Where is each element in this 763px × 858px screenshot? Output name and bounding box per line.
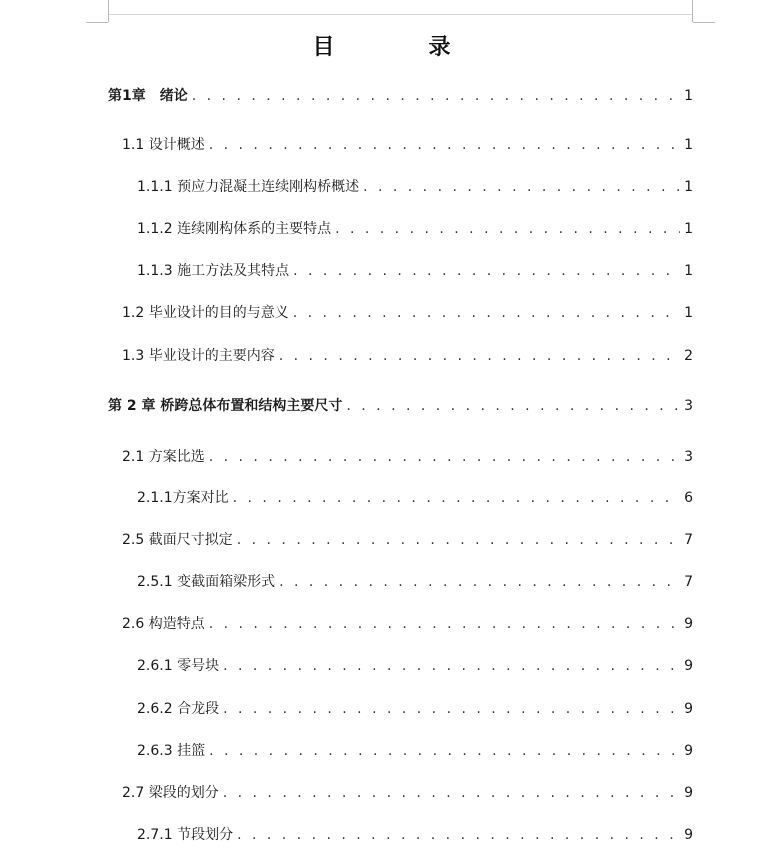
toc-entry-text: 2.5.1 变截面箱梁形式 bbox=[137, 574, 276, 590]
toc-leader-dots bbox=[209, 136, 680, 154]
toc-entry-text: 2.6 构造特点 bbox=[122, 616, 205, 632]
toc-entry-text: 1.3 毕业设计的主要内容 bbox=[122, 348, 275, 364]
toc-page-number: 9 bbox=[684, 701, 693, 717]
toc-leader-dots bbox=[223, 657, 680, 675]
toc-leader-dots bbox=[293, 304, 680, 322]
toc-leader-dots bbox=[223, 784, 680, 802]
crop-mark-left-vertical bbox=[108, 0, 109, 22]
toc-page-number: 7 bbox=[684, 574, 693, 590]
toc-leader-dots bbox=[237, 826, 680, 844]
toc-entry-1-1-3[interactable] bbox=[137, 262, 693, 280]
crop-mark-left-horizontal bbox=[86, 22, 108, 23]
toc-leader-dots bbox=[233, 489, 680, 507]
toc-page-number: 6 bbox=[684, 490, 693, 506]
toc-entry-text: 1.1 设计概述 bbox=[122, 137, 205, 153]
toc-entry-2-1-1[interactable] bbox=[137, 489, 693, 507]
toc-entry-text: 2.6.3 挂篮 bbox=[137, 743, 206, 759]
toc-leader-dots bbox=[346, 397, 680, 415]
toc-entry-text: 2.1 方案比选 bbox=[122, 449, 205, 465]
toc-entry-2-6-2[interactable] bbox=[137, 700, 693, 718]
toc-entry-text: 2.6.1 零号块 bbox=[137, 658, 220, 674]
toc-entry-2-1[interactable] bbox=[122, 448, 693, 466]
toc-entry-1-1[interactable] bbox=[122, 136, 693, 154]
toc-page-number: 9 bbox=[684, 827, 693, 843]
toc-entry-text: 第 2 章 桥跨总体布置和结构主要尺寸 bbox=[108, 398, 343, 414]
toc-page-number: 9 bbox=[684, 743, 693, 759]
toc-page-number: 1 bbox=[684, 305, 693, 321]
toc-entry-text: 1.1.2 连续刚构体系的主要特点 bbox=[137, 221, 332, 237]
toc-page-number: 3 bbox=[684, 398, 693, 414]
toc-entry-1-1-1[interactable] bbox=[137, 178, 693, 196]
crop-mark-right-vertical bbox=[692, 0, 693, 22]
toc-leader-dots bbox=[279, 347, 680, 365]
toc-entry-text: 2.6.2 合龙段 bbox=[137, 701, 220, 717]
toc-leader-dots bbox=[209, 615, 680, 633]
toc-entry-1-2[interactable] bbox=[122, 304, 693, 322]
toc-page-number: 2 bbox=[684, 348, 693, 364]
toc-leader-dots bbox=[209, 448, 680, 466]
toc-entry-2-7[interactable] bbox=[122, 784, 693, 802]
toc-leader-dots bbox=[279, 573, 680, 591]
toc-entry-text: 2.7 梁段的划分 bbox=[122, 785, 219, 801]
toc-entry-chapter-2[interactable] bbox=[108, 397, 693, 415]
toc-entry-2-6[interactable] bbox=[122, 615, 693, 633]
toc-leader-dots bbox=[209, 742, 680, 760]
toc-page-number: 7 bbox=[684, 532, 693, 548]
toc-entry-2-6-3[interactable] bbox=[137, 742, 693, 760]
toc-page-number: 1 bbox=[684, 88, 693, 104]
toc-entry-text: 1.2 毕业设计的目的与意义 bbox=[122, 305, 289, 321]
toc-entry-2-5[interactable] bbox=[122, 531, 693, 549]
toc-title: 目 录 bbox=[312, 34, 487, 60]
toc-page-number: 1 bbox=[684, 137, 693, 153]
crop-mark-right-horizontal bbox=[693, 22, 715, 23]
toc-entry-text: 2.1.1方案对比 bbox=[137, 490, 229, 506]
toc-entry-text: 2.5 截面尺寸拟定 bbox=[122, 532, 233, 548]
toc-entry-2-6-1[interactable] bbox=[137, 657, 693, 675]
toc-entry-1-1-2[interactable] bbox=[137, 220, 693, 238]
toc-leader-dots bbox=[237, 531, 680, 549]
toc-page-number: 3 bbox=[684, 449, 693, 465]
toc-entry-chapter-1[interactable] bbox=[108, 87, 693, 105]
toc-entry-text: 2.7.1 节段划分 bbox=[137, 827, 234, 843]
toc-leader-dots bbox=[335, 220, 680, 238]
toc-leader-dots bbox=[363, 178, 680, 196]
toc-page-number: 1 bbox=[684, 263, 693, 279]
toc-entry-text: 1.1.3 施工方法及其特点 bbox=[137, 263, 290, 279]
header-margin-line bbox=[108, 14, 693, 15]
toc-page-number: 1 bbox=[684, 179, 693, 195]
toc-leader-dots bbox=[192, 87, 680, 105]
toc-page-number: 9 bbox=[684, 616, 693, 632]
toc-entry-1-3[interactable] bbox=[122, 347, 693, 365]
toc-entry-2-7-1[interactable] bbox=[137, 826, 693, 844]
toc-leader-dots bbox=[293, 262, 680, 280]
toc-page-number: 9 bbox=[684, 658, 693, 674]
toc-page-number: 9 bbox=[684, 785, 693, 801]
toc-entry-text: 第1章 绪论 bbox=[108, 88, 188, 104]
toc-leader-dots bbox=[223, 700, 680, 718]
toc-page-number: 1 bbox=[684, 221, 693, 237]
toc-entry-2-5-1[interactable] bbox=[137, 573, 693, 591]
toc-entry-text: 1.1.1 预应力混凝土连续刚构桥概述 bbox=[137, 179, 360, 195]
